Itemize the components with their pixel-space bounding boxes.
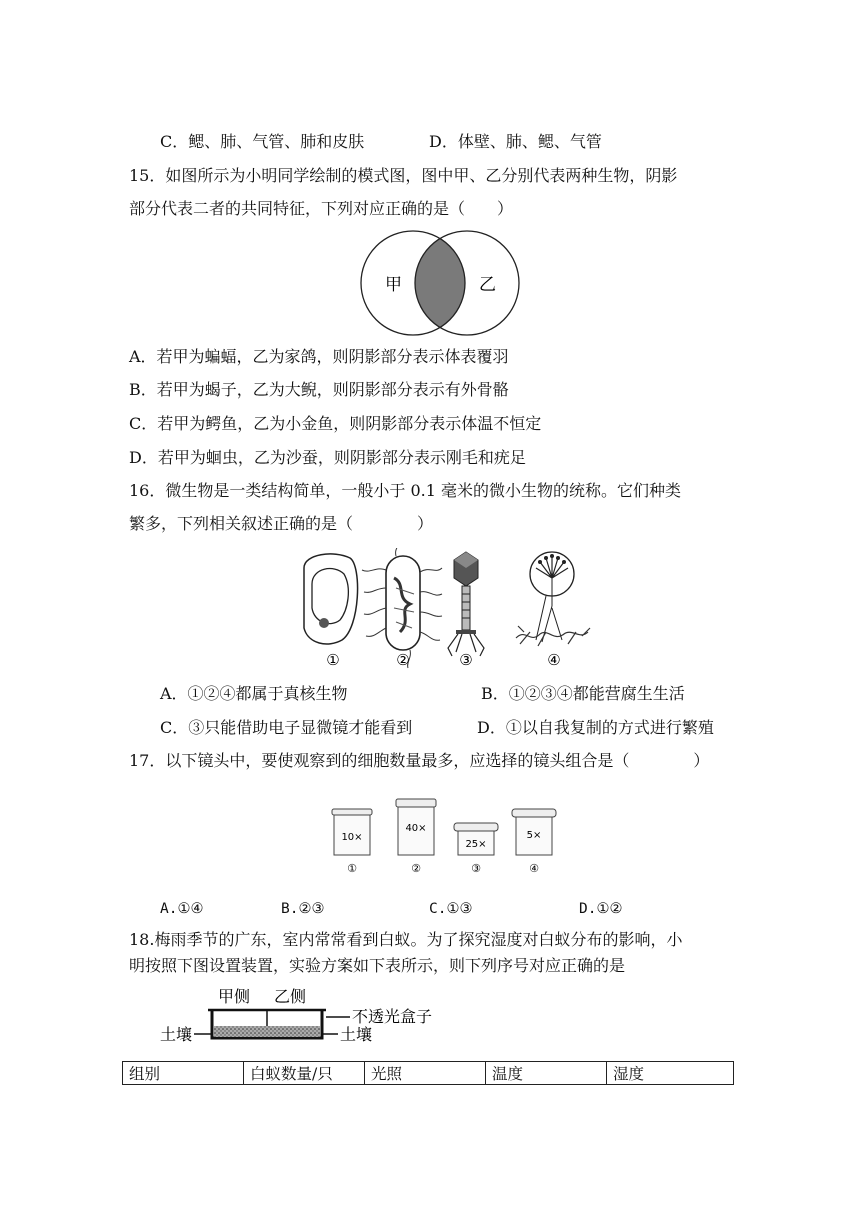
q17-option-c: C.①③ (429, 901, 473, 917)
q15-option-c: C．若甲为鳄鱼，乙为小金鱼，则阴影部分表示体温不恒定 (129, 414, 542, 433)
venn-label-left: 甲 (385, 275, 402, 295)
lens-2-mag: 40× (405, 823, 427, 834)
box-label: 不透光盒子 (352, 1007, 433, 1026)
q16-option-d: D．①以自我复制的方式进行繁殖 (477, 718, 714, 737)
table-header-temperature: 温度 (486, 1062, 607, 1085)
lens-1-mag: 10× (341, 832, 363, 843)
table-header-group: 组别 (123, 1062, 244, 1085)
lens-3-illustration (454, 823, 498, 855)
q14-option-d: D．体壁、肺、鳃、气管 (429, 132, 602, 151)
mold-illustration (516, 552, 590, 646)
lens-label-3: ③ (471, 862, 481, 875)
venn-label-right: 乙 (479, 275, 496, 295)
soil-label-left: 土壤 (160, 1025, 193, 1044)
lens-figure (320, 795, 560, 877)
q15-option-a: A．若甲为蝙蝠，乙为家鸽，则阴影部分表示体表覆羽 (129, 347, 509, 366)
table-header-row (123, 1062, 734, 1085)
q18-stem-line1: 18.梅雨季节的广东，室内常常看到白蚁。为了探究湿度对白蚁分布的影响，小 (129, 930, 683, 949)
microbe-label-2: ② (396, 651, 410, 669)
microbe-label-1: ① (326, 651, 340, 669)
microorganism-figure (290, 548, 600, 670)
q15-stem-line2: 部分代表二者的共同特征，下列对应正确的是（ ） (129, 199, 514, 218)
side-b-label: 乙侧 (274, 987, 307, 1006)
q17-stem: 17．以下镜头中，要使观察到的细胞数量最多，应选择的镜头组合是（ ） (129, 751, 710, 770)
bacterium-illustration (362, 548, 442, 668)
q18-stem-line2: 明按照下图设置装置，实验方案如下表所示，则下列序号对应正确的是 (129, 956, 626, 975)
side-a-label: 甲侧 (218, 987, 251, 1006)
venn-diagram (355, 228, 525, 338)
q17-option-d: D.①② (579, 901, 623, 917)
lens-2-illustration (396, 799, 436, 855)
q15-option-d: D．若甲为蛔虫，乙为沙蚕，则阴影部分表示刚毛和疣足 (129, 448, 526, 467)
lens-4-illustration (512, 809, 556, 855)
microbe-label-3: ③ (459, 651, 473, 669)
q16-option-b: B．①②③④都能营腐生生活 (481, 684, 685, 703)
termite-apparatus-diagram (150, 984, 470, 1048)
lens-label-4: ④ (529, 862, 539, 875)
yeast-cell-illustration (304, 554, 358, 644)
q17-option-b: B.②③ (281, 901, 325, 917)
q17-option-a: A.①④ (160, 901, 204, 917)
lens-1-illustration (332, 809, 372, 855)
experiment-table (122, 1061, 734, 1085)
table-header-termite-count: 白蚁数量/只 (244, 1062, 365, 1085)
q16-option-c: C．③只能借助电子显微镜才能看到 (160, 718, 413, 737)
lens-label-2: ② (411, 862, 421, 875)
bacteriophage-illustration (448, 552, 484, 656)
lens-3-mag: 25× (465, 839, 487, 850)
q16-stem-line2: 繁多，下列相关叙述正确的是（ ） (129, 514, 434, 533)
q16-option-a: A．①②④都属于真核生物 (160, 684, 348, 703)
q15-option-b: B．若甲为蝎子，乙为大鲵，则阴影部分表示有外骨骼 (129, 380, 509, 399)
q16-stem-line1: 16．微生物是一类结构简单，一般小于 0.1 毫米的微小生物的统称。它们种类 (129, 481, 681, 500)
lens-label-1: ① (347, 862, 357, 875)
q15-stem-line1: 15．如图所示为小明同学绘制的模式图，图中甲、乙分别代表两种生物，阴影 (129, 166, 678, 185)
lens-4-mag: 5× (526, 830, 542, 841)
table-header-light: 光照 (365, 1062, 486, 1085)
table-header-humidity: 湿度 (607, 1062, 734, 1085)
q14-option-c: C．鳃、肺、气管、肺和皮肤 (160, 132, 365, 151)
microbe-label-4: ④ (547, 651, 561, 669)
soil-label-right: 土壤 (340, 1025, 373, 1044)
